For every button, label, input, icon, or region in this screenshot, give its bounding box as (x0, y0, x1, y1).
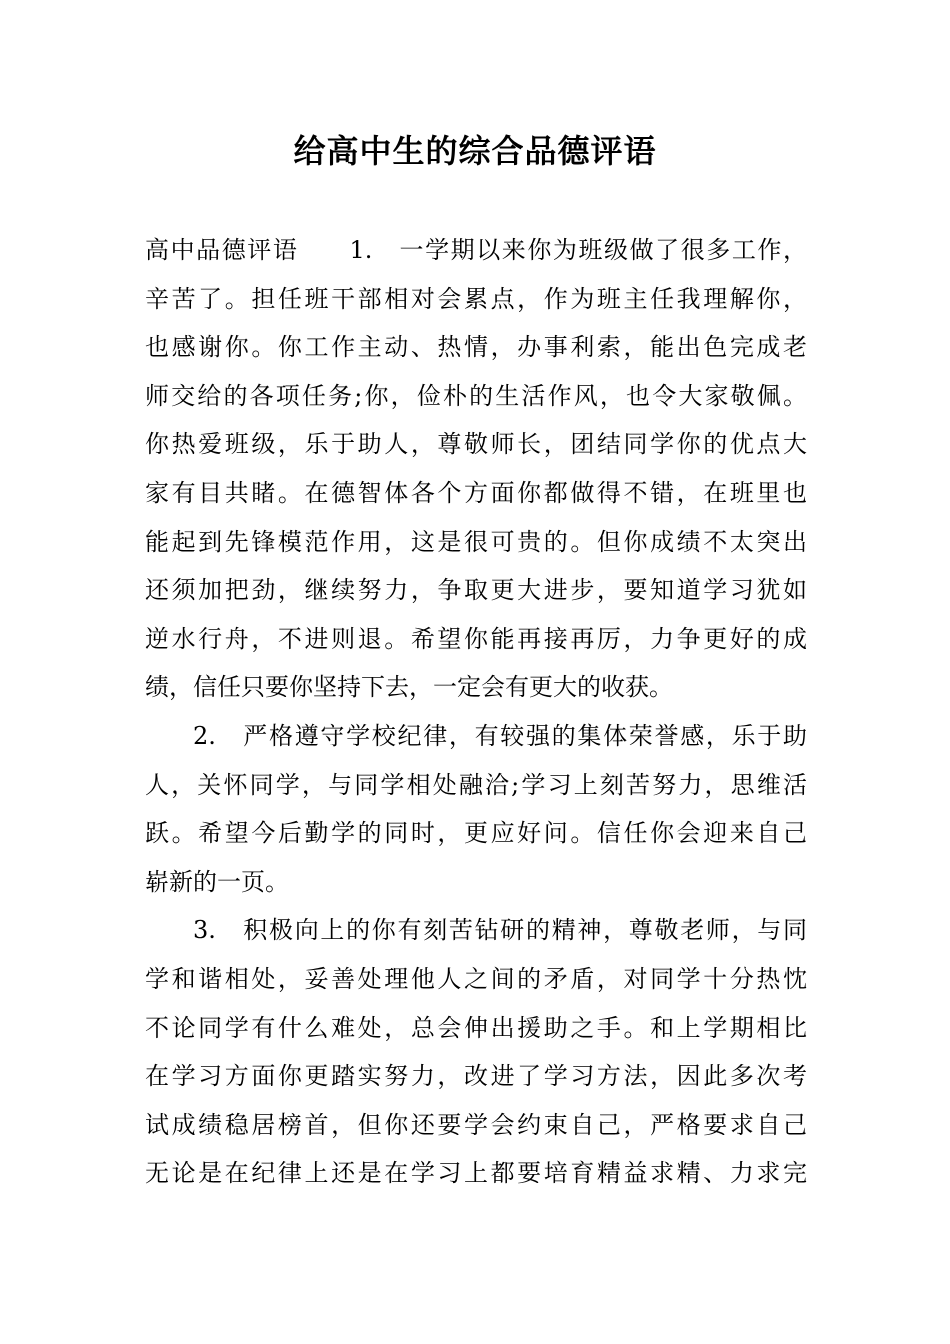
paragraph-line: 无论是在纪律上还是在学习上都要培育精益求精、力求完 (145, 1159, 807, 1188)
paragraph-line: 你热爱班级，乐于助人，尊敬师长，团结同学你的优点大 (145, 430, 807, 459)
paragraph-line: 崭新的一页。 (145, 867, 289, 896)
paragraph-line: 绩，信任只要你坚持下去，一定会有更大的收获。 (145, 673, 673, 702)
document-body (145, 226, 807, 1198)
paragraph-line: 辛苦了。担任班干部相对会累点，作为班主任我理解你， (145, 284, 807, 313)
paragraph-line: 逆水行舟，不进则退。希望你能再接再厉，力争更好的成 (145, 624, 807, 653)
paragraph-line: 还须加把劲，继续努力，争取更大进步，要知道学习犹如 (145, 576, 807, 605)
paragraph-line: 人，关怀同学，与同学相处融洽;学习上刻苦努力，思维活 (145, 770, 807, 799)
paragraph-line: 3. 积极向上的你有刻苦钻研的精神，尊敬老师，与同 (193, 916, 807, 945)
document-title: 给高中生的综合品德评语 (293, 132, 657, 170)
paragraph-line: 也感谢你。你工作主动、热情，办事利索，能出色完成老 (145, 333, 807, 362)
paragraph-line: 不论同学有什么难处，总会伸出援助之手。和上学期相比 (145, 1013, 807, 1042)
paragraph-line: 家有目共睹。在德智体各个方面你都做得不错，在班里也 (145, 478, 807, 507)
paragraph-line: 在学习方面你更踏实努力，改进了学习方法，因此多次考 (145, 1062, 807, 1091)
paragraph-line: 跃。希望今后勤学的同时，更应好问。信任你会迎来自己 (145, 819, 807, 848)
paragraph-line: 能起到先锋模范作用，这是很可贵的。但你成绩不太突出 (145, 527, 807, 556)
paragraph-line: 试成绩稳居榜首，但你还要学会约束自己，严格要求自己 (145, 1110, 807, 1139)
paragraph-line: 学和谐相处，妥善处理他人之间的矛盾，对同学十分热忱 (145, 964, 807, 993)
paragraph-line: 师交给的各项任务;你，俭朴的生活作风，也令大家敬佩。 (145, 381, 807, 410)
paragraph-line: 高中品德评语 1. 一学期以来你为班级做了很多工作， (145, 236, 807, 264)
paragraph-line: 2. 严格遵守学校纪律，有较强的集体荣誉感，乐于助 (193, 721, 807, 750)
